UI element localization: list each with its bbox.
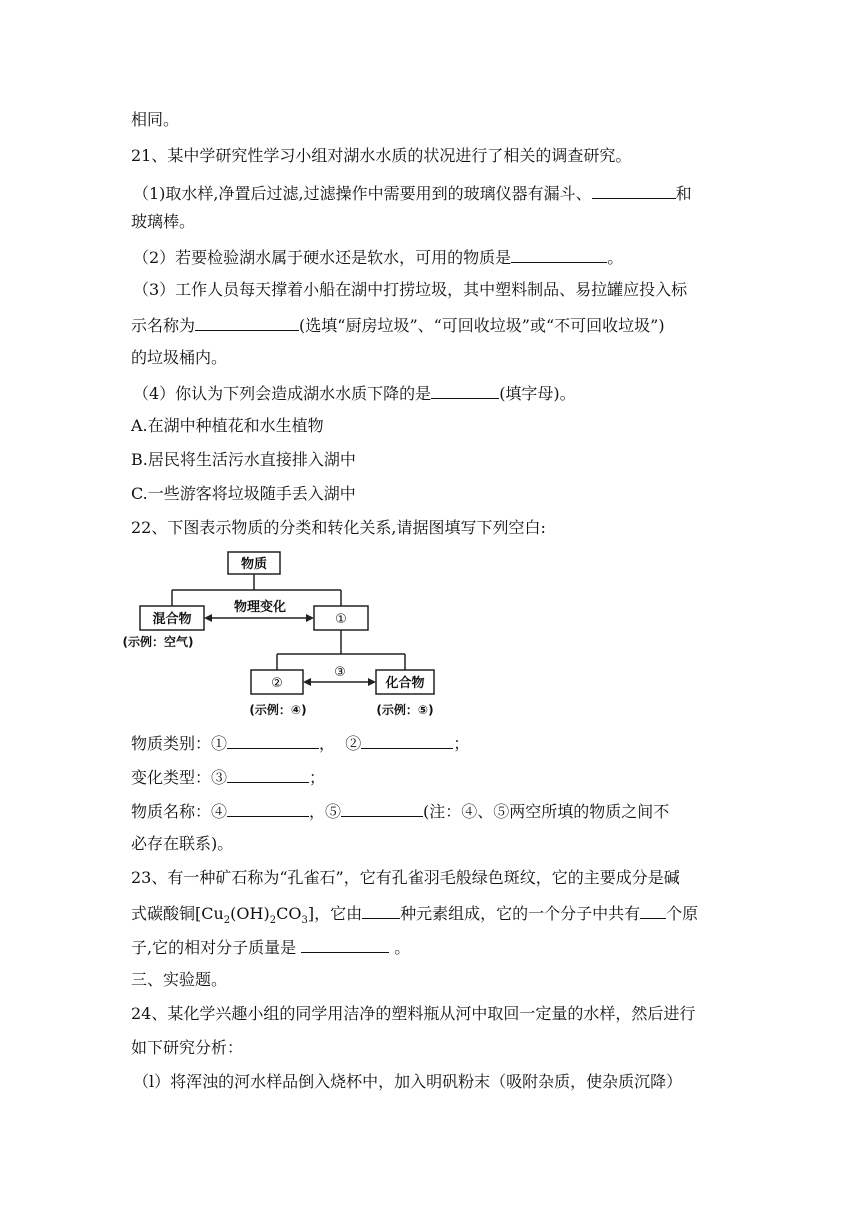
question-23-line2 <box>131 902 699 927</box>
question-21-part2 <box>133 246 623 268</box>
label-mixture: 混合物 <box>152 612 192 627</box>
q21-part3-options: (选填“厨房垃圾”、“可回收垃圾”或“不可回收垃圾”) <box>299 316 665 335</box>
formula-subscript: 3 <box>301 915 308 927</box>
q23-text: 个原 <box>666 904 699 923</box>
formula-part: (OH) <box>230 904 270 923</box>
answer-blank[interactable] <box>227 732 319 749</box>
q21-part4-tail: (填字母)。 <box>499 384 576 403</box>
q21-part4-text: （4）你认为下列会造成湖水水质下降的是 <box>133 384 432 403</box>
answer-blank[interactable] <box>361 732 453 749</box>
q22-name-label: 物质名称：④ <box>131 802 228 821</box>
q22-change-label: 变化类型：③ <box>131 768 228 787</box>
answer-blank[interactable] <box>431 382 499 399</box>
question-21-part3: （3）工作人员每天撑着小船在湖中打捞垃圾，其中塑料制品、易拉罐应投入标 <box>133 280 688 299</box>
option-c: C.一些游客将垃圾随手丢入湖中 <box>131 484 356 503</box>
question-21-intro: 21、某中学研究性学习小组对湖水水质的状况进行了相关的调查研究。 <box>131 146 632 165</box>
formula-part: CO <box>276 904 302 923</box>
line-prev-end: 相同。 <box>131 110 180 129</box>
label-substance: 物质 <box>240 557 268 572</box>
question-22-category <box>131 732 469 754</box>
formula-subscript: 2 <box>269 915 277 927</box>
q22-name-note: (注：④、⑤两空所填的物质之间不 <box>423 802 670 821</box>
question-22-names <box>131 800 669 822</box>
label-compound: 化合物 <box>385 676 425 691</box>
label-circle2: ② <box>271 676 283 691</box>
q22-category-tail: ； <box>453 734 470 753</box>
answer-blank[interactable] <box>362 902 400 919</box>
answer-blank[interactable] <box>195 314 299 331</box>
label-circle1: ① <box>335 612 347 627</box>
q22-category-label: 物质类别：① <box>131 734 228 753</box>
question-22-intro: 22、下图表示物质的分类和转化关系,请据图填写下列空白: <box>131 518 546 537</box>
label-physical-change: 物理变化 <box>233 600 287 615</box>
question-23-line1: 23、有一种矿石称为“孔雀石”，它有孔雀羽毛般绿色斑纹，它的主要成分是碱 <box>131 868 680 887</box>
answer-blank[interactable] <box>511 246 607 263</box>
question-22-change <box>131 766 325 788</box>
answer-blank[interactable] <box>227 766 309 783</box>
q22-category-mid: ， ② <box>319 734 362 753</box>
q22-change-tail: ； <box>309 768 326 787</box>
answer-blank[interactable] <box>640 902 666 919</box>
question-24-part1: （l）将浑浊的河水样品倒入烧杯中，加入明矾粉末（吸附杂质，使杂质沉降） <box>133 1072 683 1091</box>
answer-blank[interactable] <box>341 800 423 817</box>
question-24-line1: 24、某化学兴趣小组的同学用洁净的塑料瓶从河中取回一定量的水样，然后进行 <box>131 1004 696 1023</box>
formula-subscript: 2 <box>223 915 231 927</box>
question-21-part3-cont <box>131 314 665 336</box>
q23-text: 种元素组成，它的一个分子中共有 <box>400 904 641 923</box>
answer-blank[interactable] <box>592 182 676 199</box>
question-21-part1 <box>133 182 692 204</box>
section-3-heading: 三、实验题。 <box>131 970 228 989</box>
classification-diagram <box>118 546 458 722</box>
question-22-names-cont: 必存在联系)。 <box>131 834 234 853</box>
formula-part: 式碳酸铜[Cu <box>131 904 224 923</box>
label-compound-example: (示例：⑤) <box>376 703 434 717</box>
q21-part1-text: （1)取水样,净置后过滤,过滤操作中需要用到的玻璃仪器有漏斗、 <box>133 184 592 203</box>
q22-name-mid: ，⑤ <box>309 802 342 821</box>
q21-part2-tail: 。 <box>607 248 624 267</box>
label-mixture-example: (示例：空气) <box>122 635 194 649</box>
question-21-part4 <box>133 382 576 404</box>
q23-text: ]，它由 <box>307 904 363 923</box>
label-circle2-example: (示例：④) <box>249 703 307 717</box>
answer-blank[interactable] <box>227 800 309 817</box>
question-24-line2: 如下研究分析： <box>131 1038 244 1057</box>
question-23-line3 <box>131 936 410 958</box>
q21-part2-text: （2）若要检验湖水属于硬水还是软水，可用的物质是 <box>133 248 512 267</box>
option-a: A.在湖中种植花和水生植物 <box>131 416 324 435</box>
question-21-part1-cont: 玻璃棒。 <box>131 212 196 231</box>
label-circle3: ③ <box>334 665 346 680</box>
q21-part1-tail: 和 <box>675 184 692 203</box>
q21-part3-text: 示名称为 <box>131 316 196 335</box>
answer-blank[interactable] <box>301 936 389 953</box>
option-b: B.居民将生活污水直接排入湖中 <box>131 450 356 469</box>
q23-text: 。 <box>389 938 411 957</box>
question-21-part3-end: 的垃圾桶内。 <box>131 348 228 367</box>
q23-text: 子,它的相对分子质量是 <box>131 938 302 957</box>
